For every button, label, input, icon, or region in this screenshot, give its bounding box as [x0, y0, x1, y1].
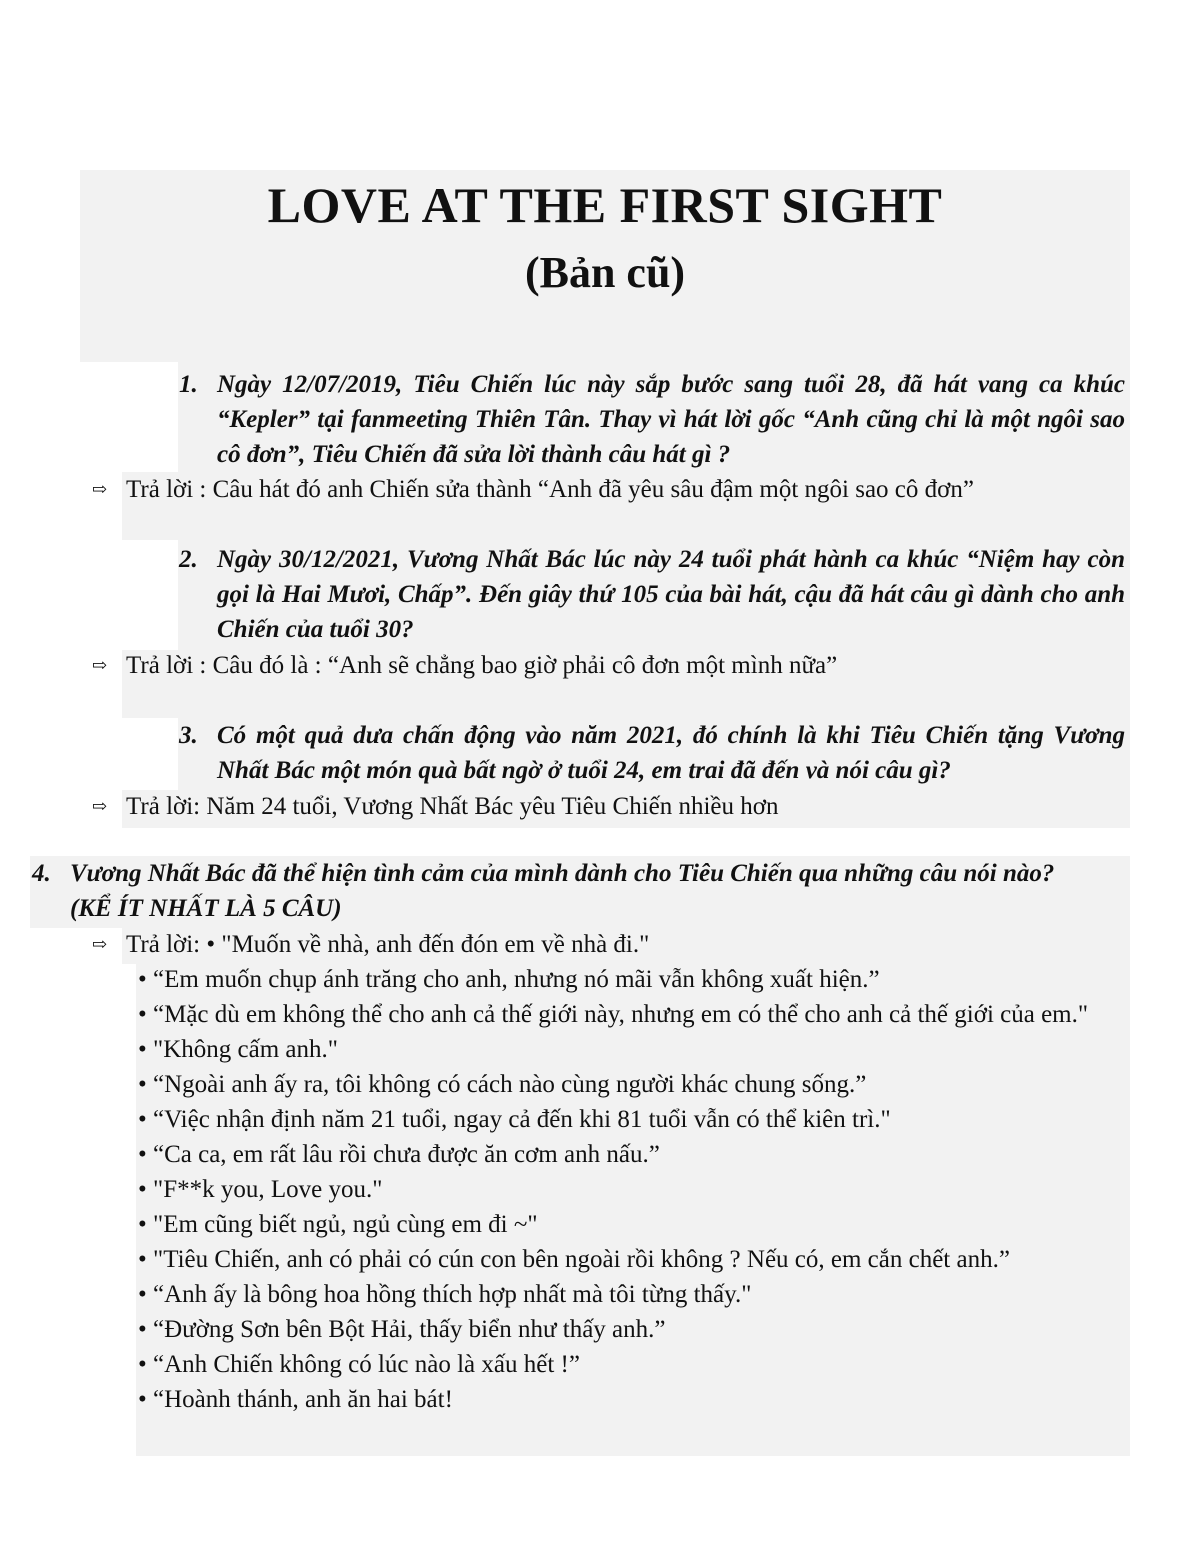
question-1 — [179, 367, 1125, 472]
bullet-item: • "Không cấm anh." — [138, 1036, 338, 1063]
answer-text: Trả lời: Năm 24 tuổi, Vương Nhất Bác yêu Tiêu Chiến nhiều hơn — [126, 793, 779, 820]
bullet-item: • “Mặc dù em không thể cho anh cả thế giới này, nhưng em có thể cho anh cả thế giới của em." — [138, 1001, 1089, 1028]
answer-text: Trả lời : Câu hát đó anh Chiến sửa thành “Anh đã yêu sâu đậm một ngôi sao cô đơn” — [126, 476, 974, 503]
page-title: LOVE AT THE FIRST SIGHT — [267, 177, 943, 233]
answer-4 — [92, 927, 649, 962]
bullet-item: • “Việc nhận định năm 21 tuổi, ngay cả đến khi 81 tuổi vẫn có thể kiên trì." — [138, 1106, 891, 1133]
bullet-item: • “Anh Chiến không có lúc nào là xấu hết !” — [138, 1351, 580, 1378]
question-text: Vương Nhất Bác đã thể hiện tình cảm của mình dành cho Tiêu Chiến qua những câu nói nào? — [70, 860, 1055, 887]
bullet-item: • “Ngoài anh ấy ra, tôi không có cách nào cùng người khác chung sống.” — [138, 1071, 867, 1098]
question-4 — [32, 856, 1130, 891]
question-note: (KỂ ÍT NHẤT LÀ 5 CÂU) — [70, 895, 342, 922]
right-arrow-icon: ⇨ — [92, 479, 108, 499]
bullet-item: • “Em muốn chụp ánh trăng cho anh, nhưng nó mãi vẫn không xuất hiện.” — [138, 966, 880, 993]
bullet-item: • "Tiêu Chiến, anh có phải có cún con bên ngoài rồi không ? Nếu có, em cắn chết anh.” — [138, 1246, 1010, 1273]
bullet-item: • "Em cũng biết ngủ, ngủ cùng em đi ~" — [138, 1211, 538, 1238]
bullet-item: • "F**k you, Love you." — [138, 1176, 383, 1203]
bullet-item: • “Ca ca, em rất lâu rồi chưa được ăn cơm anh nấu.” — [138, 1141, 660, 1168]
answer-2 — [92, 648, 837, 683]
question-number: 2. — [179, 546, 198, 573]
question-number: 1. — [179, 371, 198, 398]
right-arrow-icon: ⇨ — [92, 796, 108, 816]
question-text: Ngày 12/07/2019, Tiêu Chiến lúc này sắp bước sang tuổi 28, đã hát vang ca khúc “Kepler” tại fanmeeting Thiên Tân. Thay vì hát lời gốc “Anh cũng chỉ là một ngôi sao cô đơn”, Tiêu Chiến đã sửa lời thành câu hát gì ? — [217, 371, 1125, 468]
answer-3 — [92, 789, 779, 824]
bullet-item: • “Anh ấy là bông hoa hồng thích hợp nhất mà tôi từng thấy." — [138, 1281, 752, 1308]
question-3 — [179, 718, 1125, 788]
question-number: 3. — [179, 722, 198, 749]
answer-1 — [92, 472, 974, 507]
question-text: Có một quả dưa chấn động vào năm 2021, đó chính là khi Tiêu Chiến tặng Vương Nhất Bác một món quà bất ngờ ở tuổi 24, em trai đã đến và nói câu gì? — [217, 722, 1125, 784]
right-arrow-icon: ⇨ — [92, 655, 108, 675]
bullet-item: • “Đường Sơn bên Bột Hải, thấy biển như thấy anh.” — [138, 1316, 666, 1343]
bullet-item: • “Hoành thánh, anh ăn hai bát! — [138, 1386, 453, 1413]
bullet-item: • "Muốn về nhà, anh đến đón em về nhà đi." — [206, 931, 650, 958]
answer-text: Trả lời : Câu đó là : “Anh sẽ chẳng bao giờ phải cô đơn một mình nữa” — [126, 652, 838, 679]
question-text: Ngày 30/12/2021, Vương Nhất Bác lúc này 24 tuổi phát hành ca khúc “Niệm hay còn gọi là Hai Mươi, Chấp”. Đến giây thứ 105 của bài hát, cậu đã hát câu gì dành cho anh Chiến của tuổi 30? — [217, 546, 1125, 643]
quote-list — [138, 962, 1128, 1417]
question-2 — [179, 542, 1125, 647]
page-subtitle: (Bản cũ) — [524, 248, 686, 297]
answer-prefix: Trả lời: — [126, 931, 207, 958]
right-arrow-icon: ⇨ — [92, 934, 108, 954]
question-number: 4. — [32, 860, 51, 887]
question-4-note — [70, 891, 1130, 926]
